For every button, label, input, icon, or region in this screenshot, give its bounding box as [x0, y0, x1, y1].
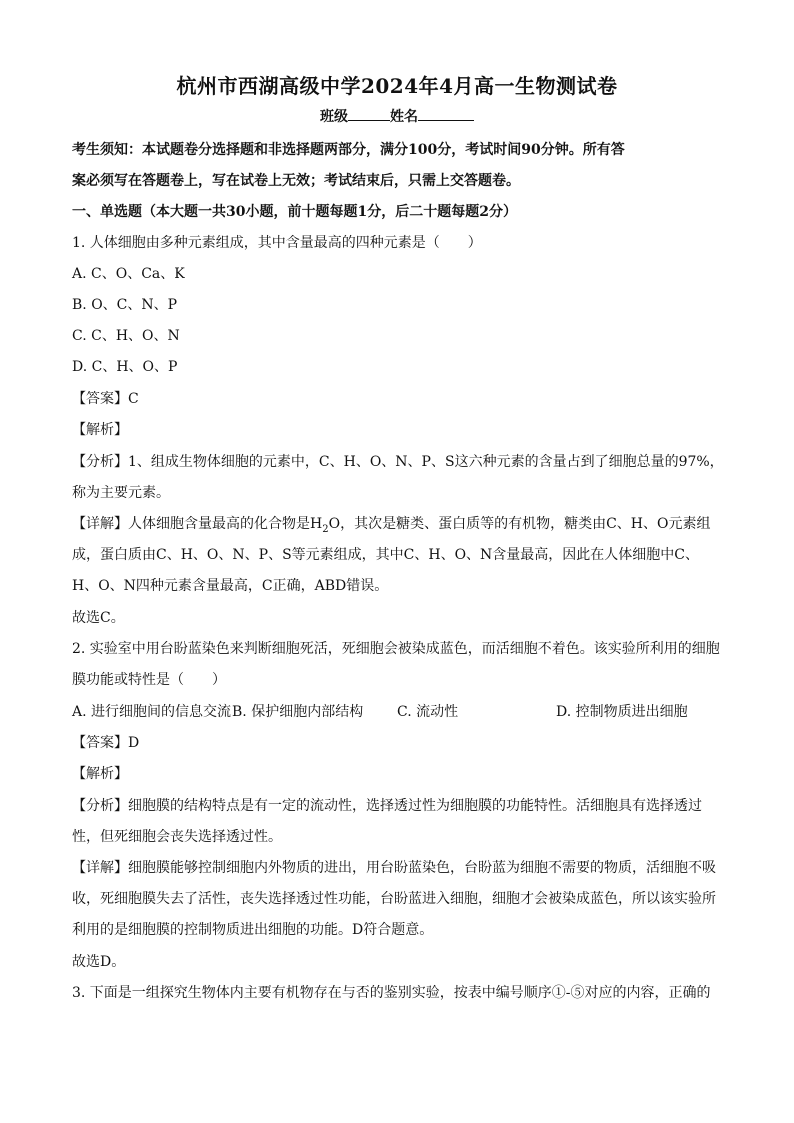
- section-heading: 一、单选题（本大题一共30小题，前十题每题1分，后二十题每题2分）: [72, 204, 517, 220]
- q1-xiangjie-2: 成，蛋白质由C、H、O、N、P、S等元素组成，其中C、H、O、N含量最高，因此在人体细胞中C、: [72, 547, 700, 563]
- q1-analysis-label: 【解析】: [72, 422, 128, 438]
- q2-xiangjie-2: 收，死细胞膜失去了活性，丧失选择透过性功能，台盼蓝进入细胞，细胞才会被染成蓝色，所以该实验所: [72, 891, 716, 907]
- q2-xiangjie-3: 利用的是细胞膜的控制物质进出细胞的功能。D符合题意。: [72, 922, 434, 938]
- name-label: 姓名: [390, 109, 418, 125]
- q2-fenxi-2: 性，但死细胞会丧失选择透过性。: [72, 829, 282, 845]
- q2-option-a: A. 进行细胞间的信息交流: [72, 704, 232, 720]
- notice-line-1: 考生须知：本试题卷分选择题和非选择题两部分，满分100分，考试时间90分钟。所有答: [72, 142, 625, 158]
- q2-xiangjie-1: 【详解】细胞膜能够控制细胞内外物质的进出，用台盼蓝染色，台盼蓝为细胞不需要的物质，活细胞不吸: [72, 860, 716, 876]
- q1-option-d: D. C、H、O、P: [72, 359, 178, 375]
- q2-option-b: B. 保护细胞内部结构: [232, 704, 364, 720]
- q2-stem-1: 2. 实验室中用台盼蓝染色来判断细胞死活，死细胞会被染成蓝色，而活细胞不着色。该实验所利用的细胞: [72, 641, 720, 657]
- q1-xiangjie-1b: O，其次是糖类、蛋白质等的有机物，糖类由C、H、O元素组: [328, 516, 711, 532]
- q2-fenxi-1: 【分析】细胞膜的结构特点是有一定的流动性，选择透过性为细胞膜的功能特性。活细胞具有选择透过: [72, 798, 702, 814]
- q1-fenxi-2: 称为主要元素。: [72, 485, 170, 501]
- q1-xiangjie-1: [72, 514, 710, 540]
- class-label: 班级: [320, 109, 348, 125]
- name-blank[interactable]: [418, 106, 474, 121]
- q2-answer: 【答案】D: [72, 735, 140, 751]
- class-blank[interactable]: [348, 106, 390, 121]
- q3-stem-1: 3. 下面是一组探究生物体内主要有机物存在与否的鉴别实验，按表中编号顺序①-⑤对应的内容，正确的: [72, 985, 711, 1001]
- q1-conclusion: 故选C。: [72, 610, 125, 626]
- q1-option-a: A. C、O、Ca、K: [72, 266, 185, 282]
- q1-option-c: C. C、H、O、N: [72, 328, 180, 344]
- q2-analysis-label: 【解析】: [72, 766, 128, 782]
- q2-option-c: C. 流动性: [397, 704, 459, 720]
- notice-line-2: 案必须写在答题卷上，写在试卷上无效；考试结束后，只需上交答题卷。: [72, 173, 520, 189]
- q2-stem-2: 膜功能或特性是（ ）: [72, 672, 226, 688]
- page-title: 杭州市西湖高级中学2024年4月高一生物测试卷: [176, 74, 618, 98]
- class-name-line: [0, 106, 794, 126]
- q1-stem: 1. 人体细胞由多种元素组成，其中含量最高的四种元素是（ ）: [72, 235, 482, 251]
- q1-fenxi-1: 【分析】1、组成生物体细胞的元素中，C、H、O、N、P、S这六种元素的含量占到了细胞总量的97%，: [72, 454, 724, 470]
- q1-xiangjie-1a: 【详解】人体细胞含量最高的化合物是H: [72, 516, 323, 532]
- q1-xiangjie-sub: 2: [322, 523, 329, 535]
- q2-option-d: D. 控制物质进出细胞: [556, 704, 688, 720]
- q1-xiangjie-3: H、O、N四种元素含量最高，C正确，ABD错误。: [72, 578, 389, 594]
- q1-answer: 【答案】C: [72, 391, 139, 407]
- q1-option-b: B. O、C、N、P: [72, 297, 178, 313]
- q2-conclusion: 故选D。: [72, 954, 126, 970]
